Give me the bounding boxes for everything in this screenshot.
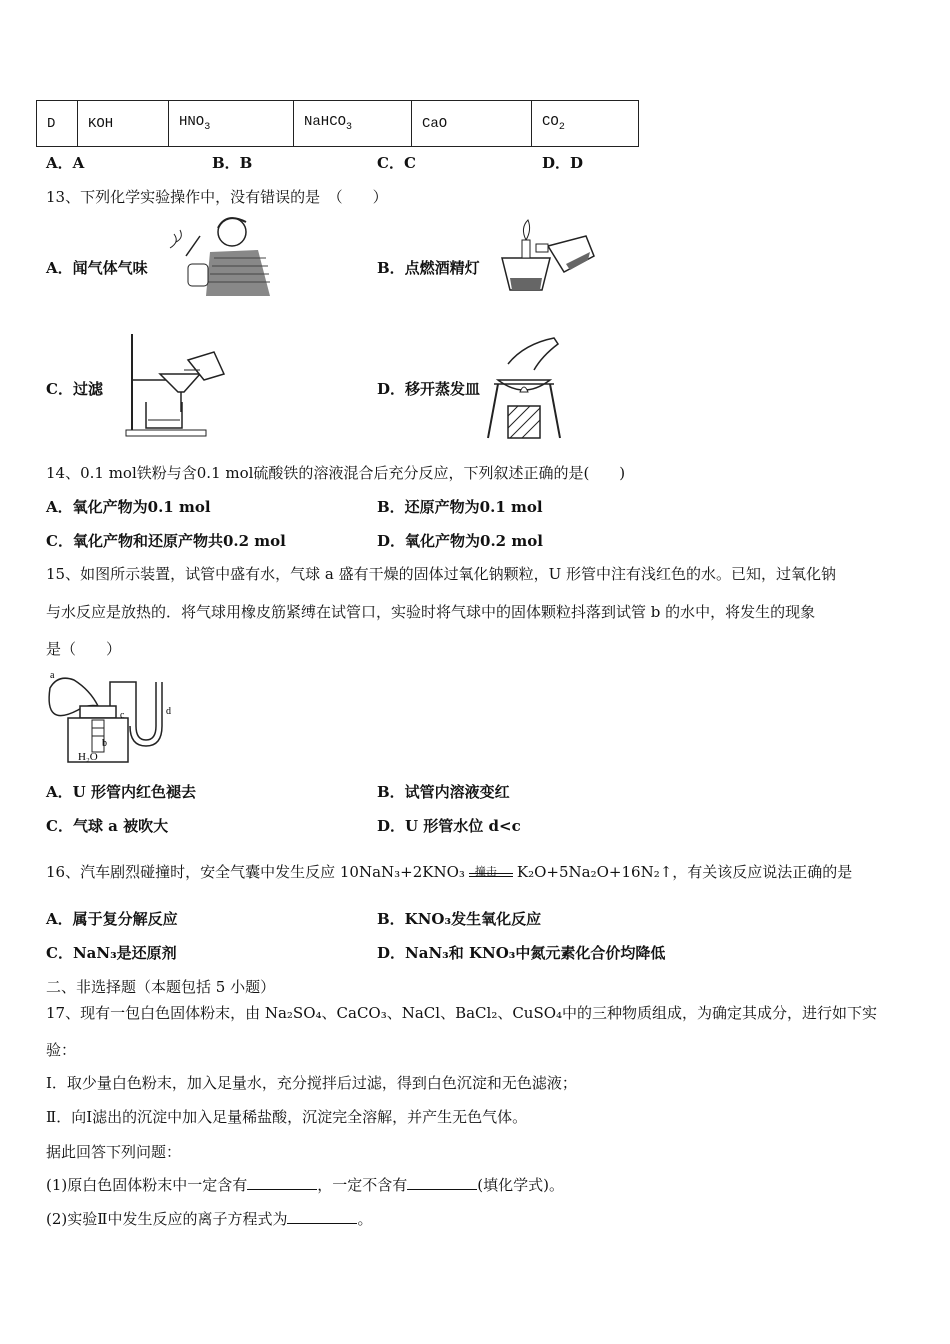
alcohol-lamp-figure bbox=[490, 218, 600, 298]
q12-option-c: C．C bbox=[377, 154, 416, 172]
q17-part1 bbox=[46, 1174, 564, 1195]
q17-part1-b: ，一定不含有 bbox=[317, 1176, 408, 1194]
q15-stem-line1: 15、如图所示装置，试管中盛有水，气球 a 盛有干燥的固体过氧化钠颗粒，U 形管中注有浅红色的水。已知，过氧化钠 bbox=[46, 565, 836, 583]
table-cell: $HNO_3$ bbox=[169, 101, 294, 147]
q16-stem-pre: 16、汽车剧烈碰撞时，安全气囊中发生反应 10NaN₃+2KNO₃ bbox=[46, 863, 465, 881]
balloon-u-tube-figure bbox=[44, 668, 184, 766]
table-cell: CaO bbox=[412, 101, 532, 147]
q17-part1-c: (填化学式)。 bbox=[477, 1176, 564, 1194]
q17-stem-line2: 验： bbox=[46, 1041, 77, 1059]
q13-option-a: A．闻气体气味 bbox=[46, 259, 148, 277]
q15-option-b: B．试管内溶液变红 bbox=[377, 783, 510, 801]
answer-blank[interactable] bbox=[407, 1175, 477, 1190]
q16-option-b: B．KNO₃发生氧化反应 bbox=[377, 910, 542, 928]
q12-option-d: D．D bbox=[542, 154, 584, 172]
table-row bbox=[37, 101, 639, 147]
q13-option-d: D．移开蒸发皿 bbox=[377, 380, 481, 398]
filtration-figure bbox=[116, 330, 230, 440]
fig-label-a: a bbox=[50, 670, 55, 681]
q14-stem: 14、0.1 mol铁粉与含0.1 mol硫酸铁的溶液混合后充分反应，下列叙述正确的是( ) bbox=[46, 464, 626, 482]
q14-option-d: D．氧化产物为0.2 mol bbox=[377, 532, 543, 550]
q14-option-c: C．氧化产物和还原产物共0.2 mol bbox=[46, 532, 286, 550]
q12-option-b: B．B bbox=[212, 154, 253, 172]
q13-option-c: C．过滤 bbox=[46, 380, 103, 398]
q15-stem-line3: 是（ ） bbox=[46, 640, 122, 658]
q16-option-d: D．NaN₃和 KNO₃中氮元素化合价均降低 bbox=[377, 944, 666, 962]
table-cell: KOH bbox=[78, 101, 169, 147]
fig-label-b: b bbox=[102, 738, 107, 749]
q15-option-c: C．气球 a 被吹大 bbox=[46, 817, 169, 835]
q14-option-b: B．还原产物为0.1 mol bbox=[377, 498, 543, 516]
q17-prompt: 据此回答下列问题： bbox=[46, 1143, 182, 1161]
q16-option-a: A．属于复分解反应 bbox=[46, 910, 178, 928]
q17-part2-a: (2)实验Ⅱ中发生反应的离子方程式为 bbox=[46, 1210, 288, 1228]
q17-stem-line1: 17、现有一包白色固体粉末，由 Na₂SO₄、CaCO₃、NaCl、BaCl₂、CuSO₄中的三种物质组成，为确定其成分，进行如下实 bbox=[46, 1004, 878, 1022]
q17-step2: Ⅱ．向Ⅰ滤出的沉淀中加入足量稀盐酸，沉淀完全溶解，并产生无色气体。 bbox=[46, 1108, 528, 1126]
q16-stem bbox=[46, 861, 852, 882]
evaporating-dish-figure bbox=[484, 334, 564, 442]
q14-option-a: A．氧化产物为0.1 mol bbox=[46, 498, 211, 516]
table-cell: NaHCO$_3$ bbox=[294, 101, 412, 147]
answer-blank[interactable] bbox=[247, 1175, 317, 1190]
fig-label-d: d bbox=[166, 706, 171, 717]
q17-part1-a: (1)原白色固体粉末中一定含有 bbox=[46, 1176, 248, 1194]
answer-table bbox=[36, 100, 639, 147]
q15-option-d: D．U 形管水位 d<c bbox=[377, 817, 521, 835]
q17-step1: Ⅰ．取少量白色粉末，加入足量水，充分搅拌后过滤，得到白色沉淀和无色滤液； bbox=[46, 1074, 577, 1092]
answer-blank[interactable] bbox=[287, 1209, 357, 1224]
table-cell: $CO_2$ bbox=[532, 101, 639, 147]
q17-part2 bbox=[46, 1208, 372, 1229]
fig-label-h2o: H₂O bbox=[78, 751, 98, 763]
q13-stem: 13、下列化学实验操作中，没有错误的是 （ ） bbox=[46, 188, 388, 206]
q16-stem-post: K₂O+5Na₂O+16N₂↑，有关该反应说法正确的是 bbox=[516, 863, 853, 881]
q15-stem-line2: 与水反应是放热的．将气球用橡皮筋紧缚在试管口，实验时将气球中的固体颗粒抖落到试管 b 的水中，将发生的现象 bbox=[46, 603, 816, 621]
section-heading: 二、非选择题（本题包括 5 小题） bbox=[46, 978, 276, 996]
table-cell: D bbox=[37, 101, 78, 147]
q12-option-a: A．A bbox=[46, 154, 85, 172]
q13-option-b: B．点燃酒精灯 bbox=[377, 259, 480, 277]
q16-option-c: C．NaN₃是还原剂 bbox=[46, 944, 177, 962]
reaction-condition: 撞击 bbox=[474, 865, 497, 878]
smell-gas-figure bbox=[166, 212, 278, 298]
q17-part2-b: 。 bbox=[357, 1210, 373, 1228]
fig-label-c: c bbox=[120, 710, 125, 721]
q15-option-a: A．U 形管内红色褪去 bbox=[46, 783, 196, 801]
